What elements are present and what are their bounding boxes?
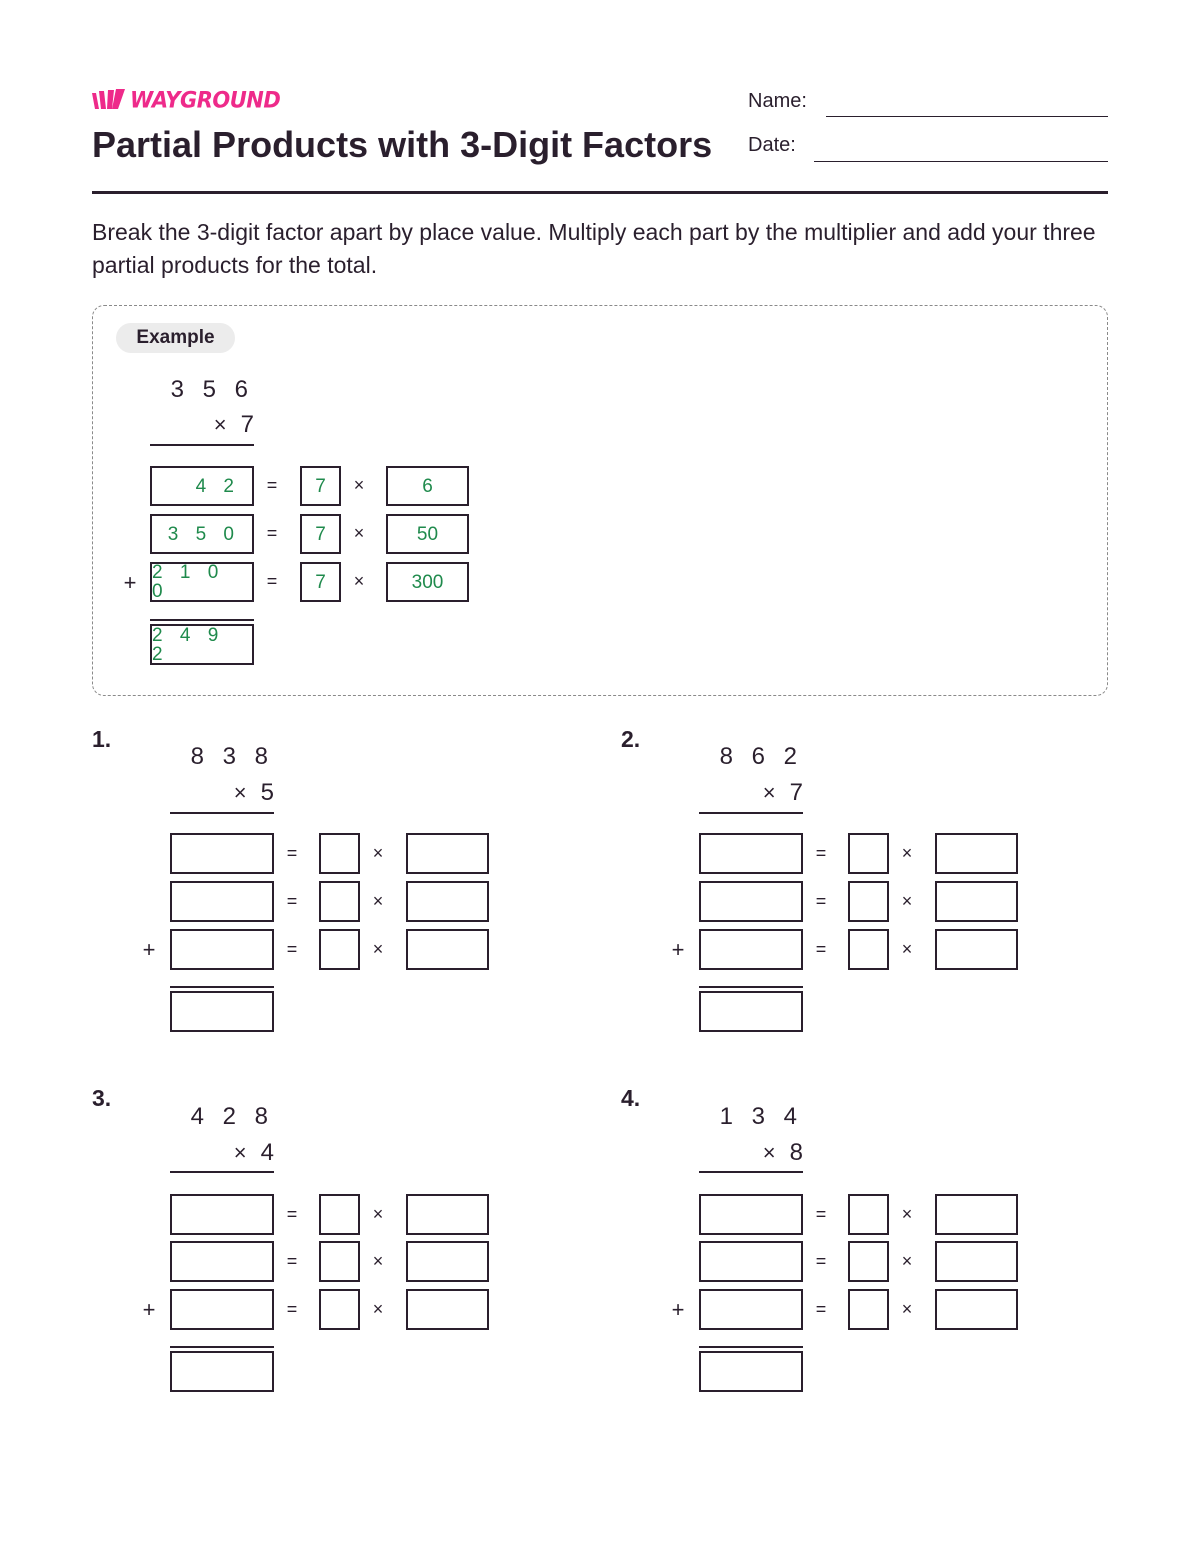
place-value-box[interactable]	[935, 929, 1018, 970]
total-box[interactable]	[699, 1351, 803, 1392]
multiplier-box[interactable]	[319, 881, 360, 922]
factor-digits: 8 3 8	[190, 743, 274, 770]
equals-sign: =	[815, 1204, 827, 1224]
place-value-box[interactable]	[406, 1289, 489, 1330]
multiply-rule	[150, 444, 254, 446]
multiplier-value: 4	[260, 1139, 274, 1166]
place-value-box[interactable]	[935, 1289, 1018, 1330]
factor-digits: 4 2 8	[190, 1103, 274, 1130]
multiplier-value: 7	[240, 411, 254, 438]
name-label: Name:	[748, 90, 807, 112]
partial-product-box[interactable]	[699, 1289, 803, 1330]
equals-sign: =	[266, 523, 278, 543]
problem-number: 4.	[621, 1085, 641, 1111]
multiplier-box[interactable]	[319, 833, 360, 874]
total-box[interactable]	[170, 1351, 274, 1392]
plus-sign: +	[123, 570, 137, 595]
plus-sign: +	[142, 1297, 156, 1322]
equals-sign: =	[286, 1299, 298, 1319]
place-value-box[interactable]: 300	[386, 562, 469, 602]
times-sign: ×	[372, 1204, 384, 1224]
brand-logo	[92, 88, 280, 112]
times-sign: ×	[372, 843, 384, 863]
times-symbol: ×	[762, 780, 776, 805]
partial-product-box[interactable]	[699, 1241, 803, 1282]
equals-sign: =	[286, 843, 298, 863]
times-sign: ×	[901, 843, 913, 863]
partial-product-box[interactable]	[170, 881, 274, 922]
times-sign: ×	[353, 571, 365, 591]
place-value-box[interactable]	[935, 1194, 1018, 1235]
sum-rule	[699, 986, 803, 988]
date-field[interactable]	[814, 161, 1108, 162]
partial-product-box[interactable]	[699, 881, 803, 922]
multiplier-value: 8	[789, 1139, 803, 1166]
equals-sign: =	[286, 1251, 298, 1271]
place-value-box[interactable]	[935, 833, 1018, 874]
multiplier-box[interactable]	[848, 833, 889, 874]
place-value-box[interactable]	[406, 881, 489, 922]
multiplier-box[interactable]	[319, 1241, 360, 1282]
factor-digits: 1 3 4	[719, 1103, 803, 1130]
place-value-box[interactable]: 50	[386, 514, 469, 554]
multiply-rule	[170, 812, 274, 814]
instructions: Break the 3-digit factor apart by place value. Multiply each part by the multiplier and add your three partial products for the total.	[92, 219, 1096, 278]
equals-sign: =	[266, 571, 278, 591]
times-symbol: ×	[213, 412, 227, 437]
wayground-logo-icon	[92, 89, 126, 111]
partial-product-box[interactable]	[699, 833, 803, 874]
date-label: Date:	[748, 134, 796, 156]
brand-name: WAYGROUND	[130, 87, 281, 113]
multiplier-line	[747, 779, 803, 807]
times-sign: ×	[901, 939, 913, 959]
equals-sign: =	[286, 939, 298, 959]
partial-product-box[interactable]	[699, 929, 803, 970]
times-sign: ×	[372, 939, 384, 959]
partial-product-box[interactable]	[170, 1241, 274, 1282]
multiplier-box[interactable]	[319, 1194, 360, 1235]
multiplier-box[interactable]: 7	[300, 562, 341, 602]
plus-sign: +	[671, 937, 685, 962]
sum-rule	[699, 1346, 803, 1348]
times-sign: ×	[901, 1299, 913, 1319]
equals-sign: =	[815, 1299, 827, 1319]
partial-product-box[interactable]: 3 5 0	[150, 514, 254, 554]
equals-sign: =	[815, 891, 827, 911]
sum-rule	[170, 986, 274, 988]
times-sign: ×	[901, 891, 913, 911]
place-value-box[interactable]: 6	[386, 466, 469, 506]
times-sign: ×	[372, 891, 384, 911]
equals-sign: =	[286, 1204, 298, 1224]
worksheet-title: Partial Products with 3-Digit Factors	[92, 124, 713, 165]
times-symbol: ×	[762, 1140, 776, 1165]
total-box[interactable]: 2 4 9 2	[150, 624, 254, 665]
place-value-box[interactable]	[935, 1241, 1018, 1282]
multiplier-box[interactable]	[319, 929, 360, 970]
sum-rule	[150, 619, 254, 621]
times-sign: ×	[901, 1204, 913, 1224]
multiplier-box[interactable]: 7	[300, 466, 341, 506]
place-value-box[interactable]	[406, 1194, 489, 1235]
multiplier-box[interactable]	[319, 1289, 360, 1330]
multiply-rule	[170, 1171, 274, 1173]
equals-sign: =	[815, 1251, 827, 1271]
times-sign: ×	[353, 475, 365, 495]
factor-digits: 3 5 6	[170, 376, 254, 403]
sum-rule	[170, 1346, 274, 1348]
header-divider	[92, 191, 1108, 194]
multiplier-box[interactable]	[848, 881, 889, 922]
multiplier-line	[747, 1139, 803, 1167]
multiplier-box[interactable]	[848, 1241, 889, 1282]
times-sign: ×	[353, 523, 365, 543]
place-value-box[interactable]	[406, 833, 489, 874]
times-sign: ×	[901, 1251, 913, 1271]
times-sign: ×	[372, 1299, 384, 1319]
multiply-rule	[699, 812, 803, 814]
multiplier-box[interactable]	[848, 1194, 889, 1235]
place-value-box[interactable]	[406, 929, 489, 970]
example-badge: Example	[116, 323, 235, 353]
equals-sign: =	[266, 475, 278, 495]
multiplier-value: 7	[789, 779, 803, 806]
problem-number: 3.	[92, 1085, 112, 1111]
partial-product-box[interactable]	[170, 1194, 274, 1235]
name-field[interactable]	[826, 116, 1108, 117]
multiplier-line	[198, 411, 254, 439]
plus-sign: +	[142, 937, 156, 962]
multiplier-box[interactable]: 7	[300, 514, 341, 554]
total-box[interactable]	[170, 991, 274, 1032]
multiply-rule	[699, 1171, 803, 1173]
multiplier-value: 5	[260, 779, 274, 806]
total-box[interactable]	[699, 991, 803, 1032]
multiplier-line	[218, 1139, 274, 1167]
multiplier-line	[218, 779, 274, 807]
plus-sign: +	[671, 1297, 685, 1322]
partial-product-box[interactable]	[170, 1289, 274, 1330]
equals-sign: =	[815, 939, 827, 959]
factor-digits: 8 6 2	[719, 743, 803, 770]
problem-number: 2.	[621, 726, 641, 752]
problem-number: 1.	[92, 726, 112, 752]
place-value-box[interactable]	[935, 881, 1018, 922]
partial-product-box[interactable]: 4 2	[150, 466, 254, 506]
equals-sign: =	[815, 843, 827, 863]
partial-product-box[interactable]	[699, 1194, 803, 1235]
multiplier-box[interactable]	[848, 929, 889, 970]
times-symbol: ×	[233, 780, 247, 805]
partial-product-box[interactable]	[170, 929, 274, 970]
equals-sign: =	[286, 891, 298, 911]
partial-product-box[interactable]: 2 1 0 0	[150, 562, 254, 602]
times-symbol: ×	[233, 1140, 247, 1165]
partial-product-box[interactable]	[170, 833, 274, 874]
place-value-box[interactable]	[406, 1241, 489, 1282]
times-sign: ×	[372, 1251, 384, 1271]
multiplier-box[interactable]	[848, 1289, 889, 1330]
